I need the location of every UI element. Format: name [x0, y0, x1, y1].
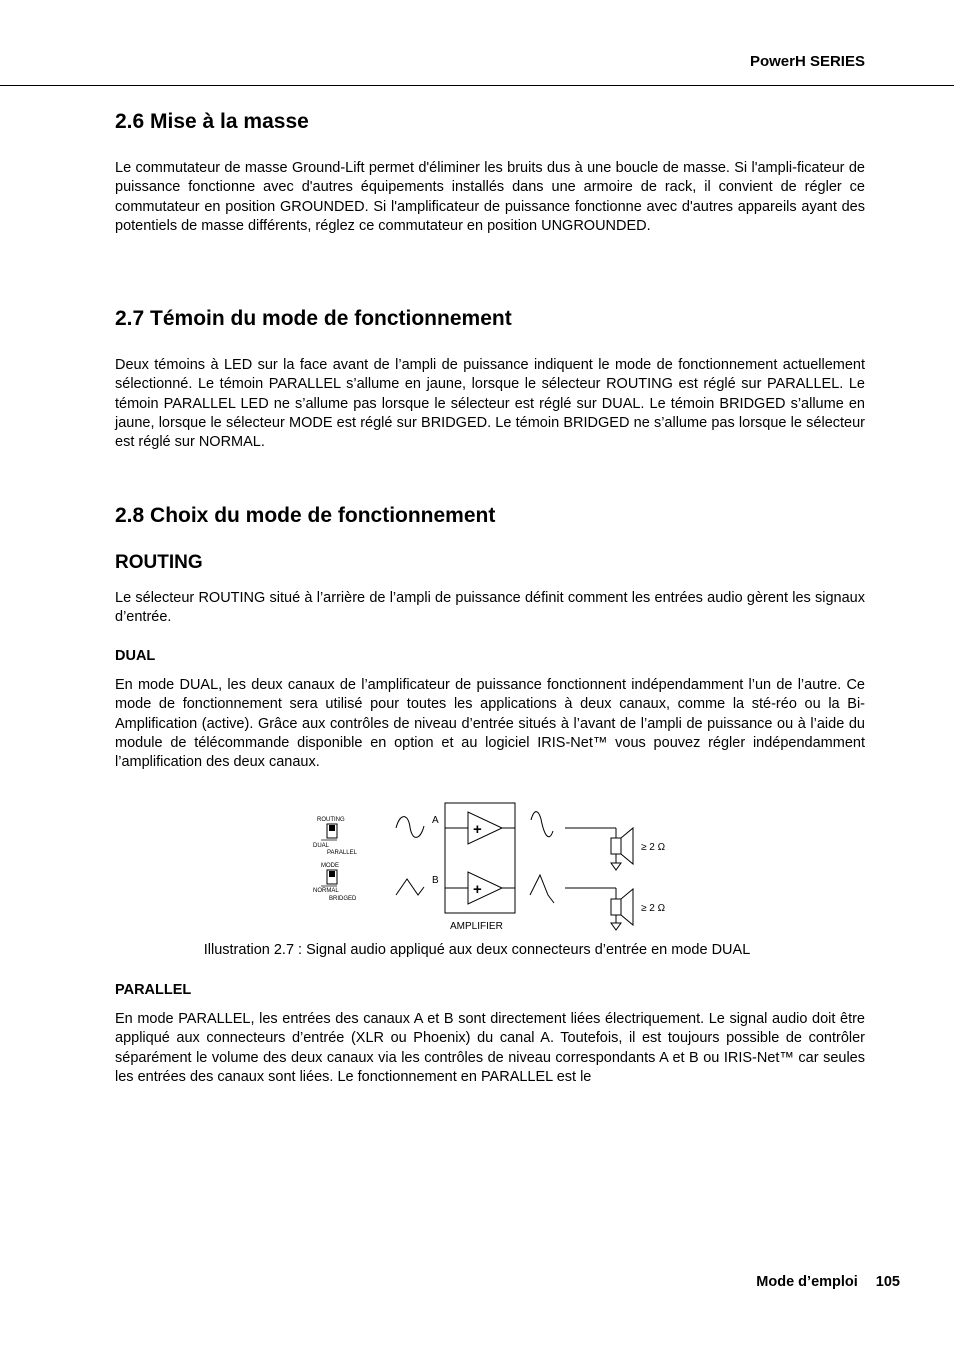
amplifier-label: AMPLIFIER	[450, 921, 503, 932]
section-2-6-title: 2.6 Mise à la masse	[115, 110, 309, 133]
bridged-switch-label: BRIDGED	[329, 896, 357, 902]
figure-caption: Illustration 2.7 : Signal audio appliqué aux deux connecteurs d’entrée en mode DUAL	[203, 942, 751, 958]
section-2-8-title: 2.8 Choix du mode de fonctionnement	[115, 504, 496, 527]
ground-a-icon	[611, 863, 621, 870]
dual-heading: DUAL	[115, 648, 156, 664]
header-rule	[0, 85, 954, 86]
speaker-a-icon	[621, 828, 633, 864]
amplifier-a-plus: +	[473, 821, 482, 838]
input-sine-wave-a	[396, 817, 424, 838]
dual-mode-diagram	[300, 795, 680, 935]
section-2-7-title: 2.7 Témoin du mode de fonctionnement	[115, 307, 512, 330]
impedance-b-label: ≥ 2 Ω	[641, 903, 666, 914]
routing-switch-knob	[329, 825, 335, 831]
mode-switch-knob	[329, 871, 335, 877]
header-series-title: PowerH SERIES	[749, 53, 865, 70]
routing-switch-label: ROUTING	[317, 817, 345, 823]
section-2-6-body: Le commutateur de masse Ground-Lift permet d'éliminer les bruits dus à une boucle de masse. Si l'ampli-ficateur de puissance fonctionne avec d'autres équipements installés dans une armoire de rack, il convient de régler ce commutateur en position GROUNDED. Si l'amplificateur de puissance fonctionne avec d'autres appareils ayant des potentiels de masse différents, réglez ce commutateur en position UNGROUNDED.	[115, 160, 865, 234]
speaker-b-icon	[621, 889, 633, 925]
footer-label: Mode d’emploi	[756, 1274, 858, 1290]
input-triangle-wave-b	[396, 879, 424, 895]
channel-b-label: B	[432, 875, 439, 886]
speaker-b-magnet	[611, 899, 621, 915]
dual-switch-label: DUAL	[313, 843, 330, 849]
amplifier-b-plus: +	[473, 881, 482, 898]
page-number: 105	[875, 1274, 900, 1290]
section-2-7-body: Deux témoins à LED sur la face avant de l’ampli de puissance indiquent le mode de fonctionnement actuellement sélectionné. Le témoin PARALLEL s’allume en jaune, lorsque le sélecteur ROUTING est réglé sur PARALLEL. Le témoin PARALLEL LED ne s’allume pas lorsque le sélecteur est réglé sur DUAL. Le témoin BRIDGED s’allume en jaune, lorsque le sélecteur MODE est réglé sur BRIDGED. Le témoin BRIDGED ne s’allume pas lorsque le sélecteur est réglé sur NORMAL.	[115, 357, 865, 451]
parallel-body: En mode PARALLEL, les entrées des canaux A et B sont directement liées électriquement. Le signal audio doit être appliqué aux connecteurs d’entrée (XLR ou Phoenix) du canal A. Toutefois, il est toujours possible de contrôler séparément le volume des deux canaux via les contrôles de niveau correspondants A et B ou IRIS-Net™ car seules les entrées des canaux sont liées. Le fonctionnement en PARALLEL est le	[115, 1011, 865, 1085]
routing-body: Le sélecteur ROUTING situé à l’arrière de l’ampli de puissance définit comment les entrées audio gèrent les signaux d’entrée.	[115, 590, 865, 626]
normal-switch-label: NORMAL	[313, 888, 339, 894]
output-sine-wave-a	[531, 812, 553, 837]
routing-heading: ROUTING	[115, 552, 203, 573]
parallel-heading: PARALLEL	[115, 982, 192, 998]
ground-b-icon	[611, 923, 621, 930]
parallel-switch-label: PARALLEL	[327, 850, 357, 856]
mode-switch-label: MODE	[321, 863, 339, 869]
impedance-a-label: ≥ 2 Ω	[641, 842, 666, 853]
footer	[756, 1274, 900, 1290]
dual-body: En mode DUAL, les deux canaux de l’amplificateur de puissance fonctionnent indépendamment l’un de l’autre. Ce mode de fonctionnement sera utilisé pour toutes les applications à deux canaux, comme la sté-réo ou la Bi-Amplification (active). Grâce aux contrôles de niveau d’entrée situés à l’avant de l’ampli de puissance ou à l’aide du module de télécommande disponible en option et au logiciel IRIS-Net™ vous pouvez régler indépendamment l’amplification des deux canaux.	[115, 677, 865, 771]
speaker-a-magnet	[611, 838, 621, 854]
output-triangle-wave-b	[530, 875, 554, 903]
channel-a-label: A	[432, 815, 439, 826]
